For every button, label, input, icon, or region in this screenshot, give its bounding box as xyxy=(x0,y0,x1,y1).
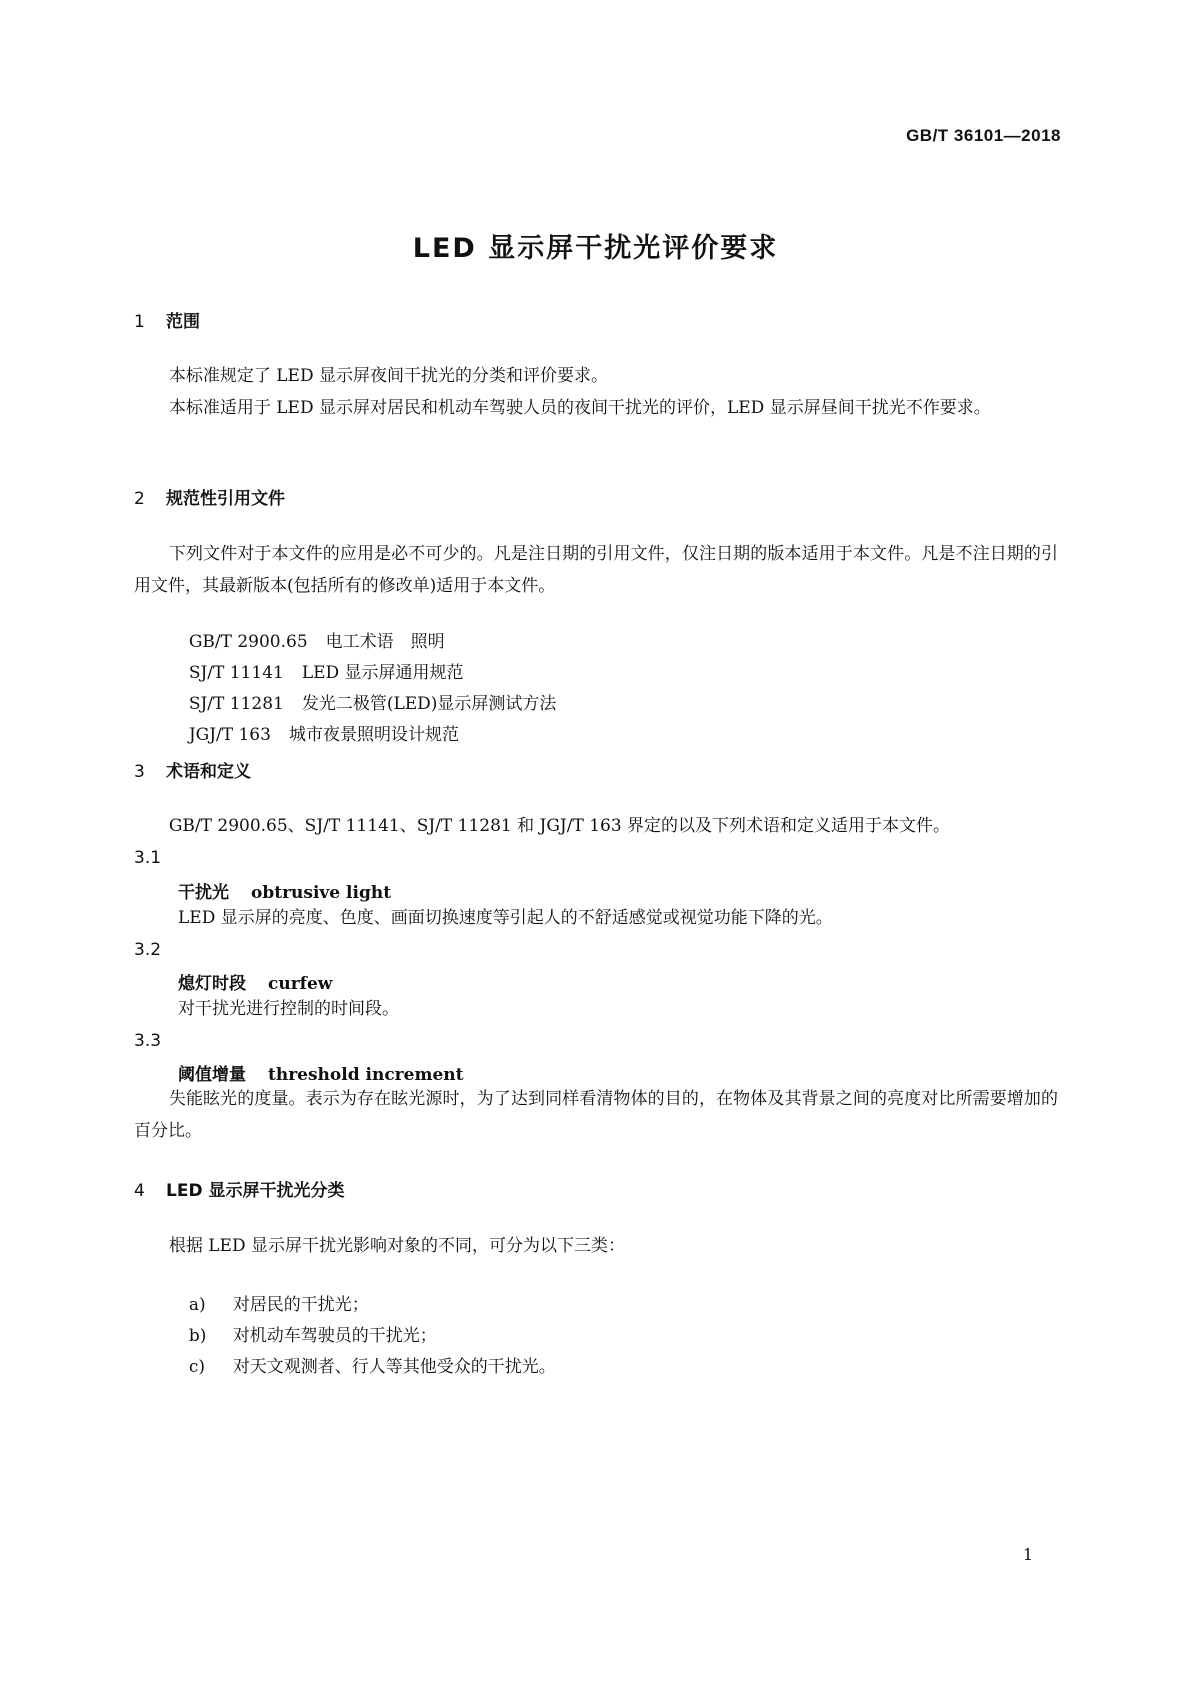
section-number: 4 xyxy=(134,1181,145,1201)
reference-name: 电工术语 照明 xyxy=(325,632,445,652)
term-entry xyxy=(178,878,391,903)
paragraph: 根据 LED 显示屏干扰光影响对象的不同，可分为以下三类： xyxy=(168,1236,625,1256)
section-heading-references xyxy=(134,484,285,509)
section-heading-classification xyxy=(134,1176,344,1201)
reference-code: SJ/T 11141 xyxy=(188,663,284,683)
list-item xyxy=(178,1328,556,1380)
term-en: obtrusive light xyxy=(251,883,392,903)
term-zh: 阈值增量 xyxy=(178,1065,246,1085)
section-number: 3 xyxy=(134,762,145,782)
term-number: 3.1 xyxy=(134,848,162,868)
paragraph: GB/T 2900.65、SJ/T 11141、SJ/T 11281 和 JGJ/T 163 界定的以及下列术语和定义适用于本文件。 xyxy=(168,816,951,836)
section-title: 术语和定义 xyxy=(166,762,251,782)
section-heading-scope xyxy=(134,307,200,332)
list-text: 对机动车驾驶员的干扰光； xyxy=(232,1326,437,1346)
paragraph: 本标准适用于 LED 显示屏对居民和机动车驾驶人员的夜间干扰光的评价，LED 显示屏昼间干扰光不作要求。 xyxy=(168,398,991,418)
term-entry xyxy=(178,1060,463,1085)
reference-code: GB/T 2900.65 xyxy=(188,632,308,652)
paragraph: 本标准规定了 LED 显示屏夜间干扰光的分类和评价要求。 xyxy=(168,366,608,386)
reference-name: LED 显示屏通用规范 xyxy=(301,663,464,683)
page-number: 1 xyxy=(1022,1545,1033,1564)
reference-item xyxy=(178,696,459,748)
section-title: 范围 xyxy=(166,312,200,332)
term-entry xyxy=(178,969,332,994)
paragraph: 下列文件对于本文件的应用是必不可少的。凡是注日期的引用文件，仅注日期的版本适用于本文件。凡是不注日期的引用文件，其最新版本(包括所有的修改单)适用于本文件。 xyxy=(134,544,1058,596)
term-number: 3.2 xyxy=(134,940,162,960)
term-definition: 失能眩光的度量。表示为存在眩光源时，为了达到同样看清物体的目的，在物体及其背景之间的亮度对比所需要增加的百分比。 xyxy=(134,1089,1058,1141)
term-definition: LED 显示屏的亮度、色度、画面切换速度等引起人的不舒适感觉或视觉功能下降的光。 xyxy=(178,908,833,928)
section-number: 2 xyxy=(134,489,145,509)
document-code: GB/T 36101—2018 xyxy=(906,126,1061,145)
list-text: 对天文观测者、行人等其他受众的干扰光。 xyxy=(232,1357,556,1377)
term-zh: 干扰光 xyxy=(178,883,229,903)
list-label: b) xyxy=(188,1326,207,1346)
term-number: 3.3 xyxy=(134,1031,162,1051)
reference-code: SJ/T 11281 xyxy=(188,694,284,714)
list-text: 对居民的干扰光； xyxy=(232,1295,369,1315)
list-label: a) xyxy=(188,1295,206,1315)
section-number: 1 xyxy=(134,312,145,332)
reference-name: 发光二极管(LED)显示屏测试方法 xyxy=(301,694,557,714)
list-label: c) xyxy=(188,1357,205,1377)
section-title: 规范性引用文件 xyxy=(166,489,285,509)
page-title: LED 显示屏干扰光评价要求 xyxy=(412,233,779,264)
term-definition: 对干扰光进行控制的时间段。 xyxy=(178,999,399,1019)
term-en: curfew xyxy=(268,974,333,994)
reference-code: JGJ/T 163 xyxy=(188,725,271,745)
section-title: LED 显示屏干扰光分类 xyxy=(166,1181,345,1201)
term-zh: 熄灯时段 xyxy=(178,974,246,994)
term-en: threshold increment xyxy=(268,1065,464,1085)
reference-name: 城市夜景照明设计规范 xyxy=(288,725,459,745)
section-heading-terms xyxy=(134,757,251,782)
